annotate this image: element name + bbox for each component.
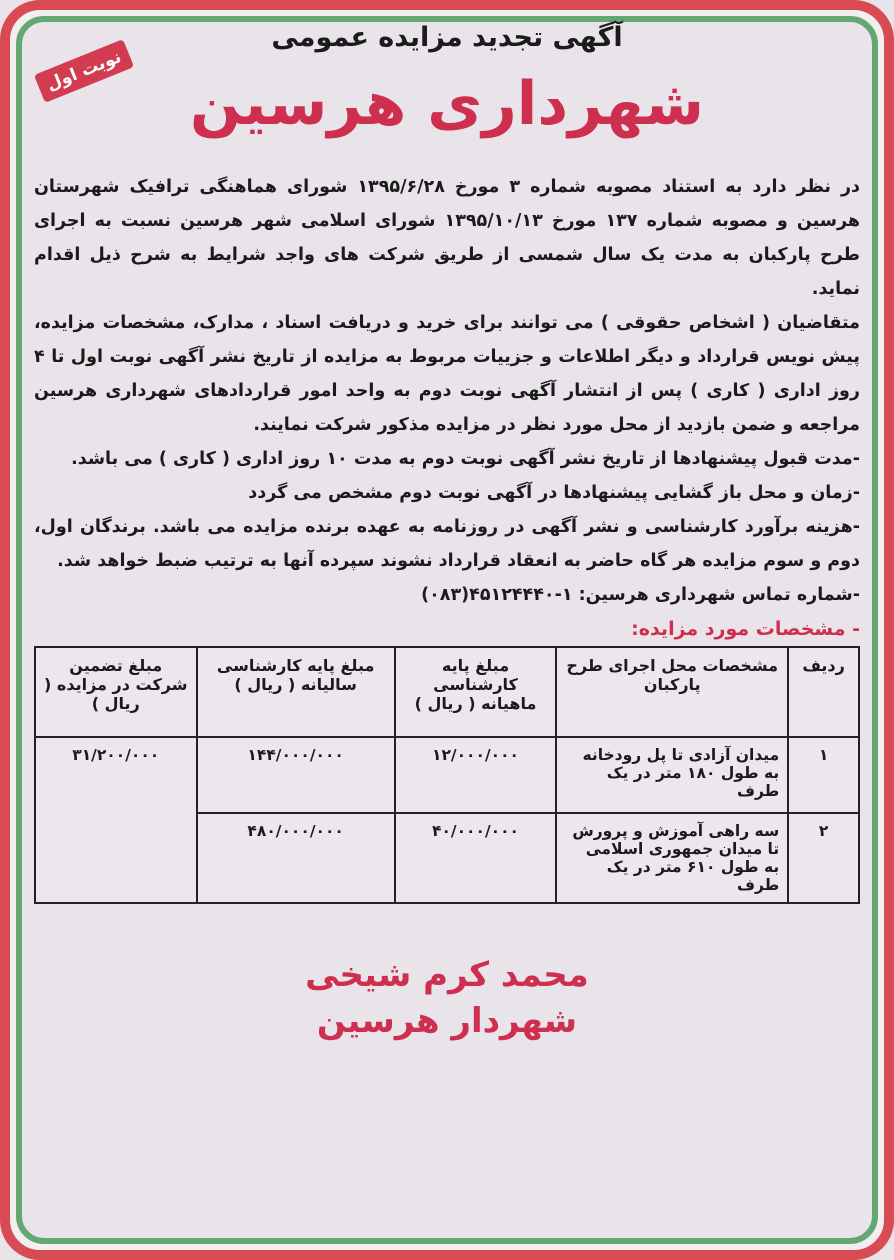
intro-paragraph: در نظر دارد به استناد مصوبه شماره ۳ مورخ ۱۳۹۵/۶/۲۸ شورای هماهنگی ترافیک شهرستان هرسین و مصوبه شماره ۱۳۷ مورخ ۱۳۹۵/۱۰/۱۳ شورای اسلامی شهر هرسین نسبت به اجرای طرح پارکبان به مدت یک سال شمسی از طریق شرکت های واجد شرایط به شرح ذیل اقدام نماید. (34, 177, 861, 299)
bullet-contact: -شماره تماس شهرداری هرسین: ۱-۴۵۱۲۴۴۴۰(۰۸۳) (421, 585, 860, 605)
table-header-row (35, 647, 859, 737)
specs-heading: - مشخصات مورد مزایده: (631, 618, 860, 640)
cell-monthly: ۴۰/۰۰۰/۰۰۰ (395, 813, 556, 903)
col-radif: ردیف (788, 647, 859, 737)
round-badge: نوبت اول (34, 39, 134, 103)
organization-name: شهرداری هرسین (189, 69, 705, 139)
bullet-opening: -زمان و محل باز گشایی پیشنهادها در آگهی نوبت دوم مشخص می گردد (248, 483, 860, 503)
applicants-paragraph: متقاضیان ( اشخاص حقوقی ) می توانند برای خرید و دریافت اسناد ، مدارک، مشخصات مزایده، پیش نویس قرارداد و دیگر اطلاعات و جزییات مربوط به مزایده از تاریخ نشر آگهی نوبت اول تا ۴ روز اداری ( کاری ) پس از انتشار آگهی نوبت دوم به واحد امور قراردادهای شهرداری هرسین مراجعه و ضمن بازدید از محل مورد نظر در مزایده مذکور شرکت نمایند. (34, 313, 860, 435)
cell-radif: ۱ (788, 737, 859, 813)
table-row (35, 737, 859, 813)
signatory-name: محمد کرم شیخی (305, 955, 589, 995)
col-guarantee: مبلغ تضمین شرکت در مزایده ( ریال ) (35, 647, 197, 737)
signatory-role: شهردار هرسین (316, 1001, 578, 1041)
cell-monthly: ۱۲/۰۰۰/۰۰۰ (395, 737, 556, 813)
ad-body (34, 170, 860, 612)
col-location: مشخصات محل اجرای طرح پارکبان (556, 647, 788, 737)
col-monthly: مبلغ پایه کارشناسی ماهیانه ( ریال ) (395, 647, 556, 737)
advertisement (34, 18, 860, 1242)
cell-radif: ۲ (788, 813, 859, 903)
bullet-deadline: -مدت قبول پیشنهادها از تاریخ نشر آگهی نوبت دوم به مدت ۱۰ روز اداری ( کاری ) می باشد. (71, 449, 860, 469)
cell-yearly: ۴۸۰/۰۰۰/۰۰۰ (197, 813, 395, 903)
ad-title: آگهی تجدید مزایده عمومی (271, 22, 623, 53)
col-yearly: مبلغ پایه کارشناسی سالیانه ( ریال ) (197, 647, 395, 737)
cell-yearly: ۱۴۴/۰۰۰/۰۰۰ (197, 737, 395, 813)
cell-guarantee: ۳۱/۲۰۰/۰۰۰ (35, 737, 197, 903)
bullet-costs: -هزینه برآورد کارشناسی و نشر آگهی در روزنامه به عهده برنده مزایده می باشد. برندگان اول، دوم و سوم مزایده هر گاه حاضر به انعقاد قرارداد نشوند سپرده آنها به ترتیب ضبط خواهد شد. (34, 517, 860, 571)
signature-block (34, 952, 860, 1044)
auction-table (34, 646, 860, 904)
cell-location: میدان آزادی تا پل رودخانه به طول ۱۸۰ متر در یک طرف (556, 737, 788, 813)
cell-location: سه راهی آموزش و پرورش تا میدان جمهوری اسلامی به طول ۶۱۰ متر در یک طرف (556, 813, 788, 903)
